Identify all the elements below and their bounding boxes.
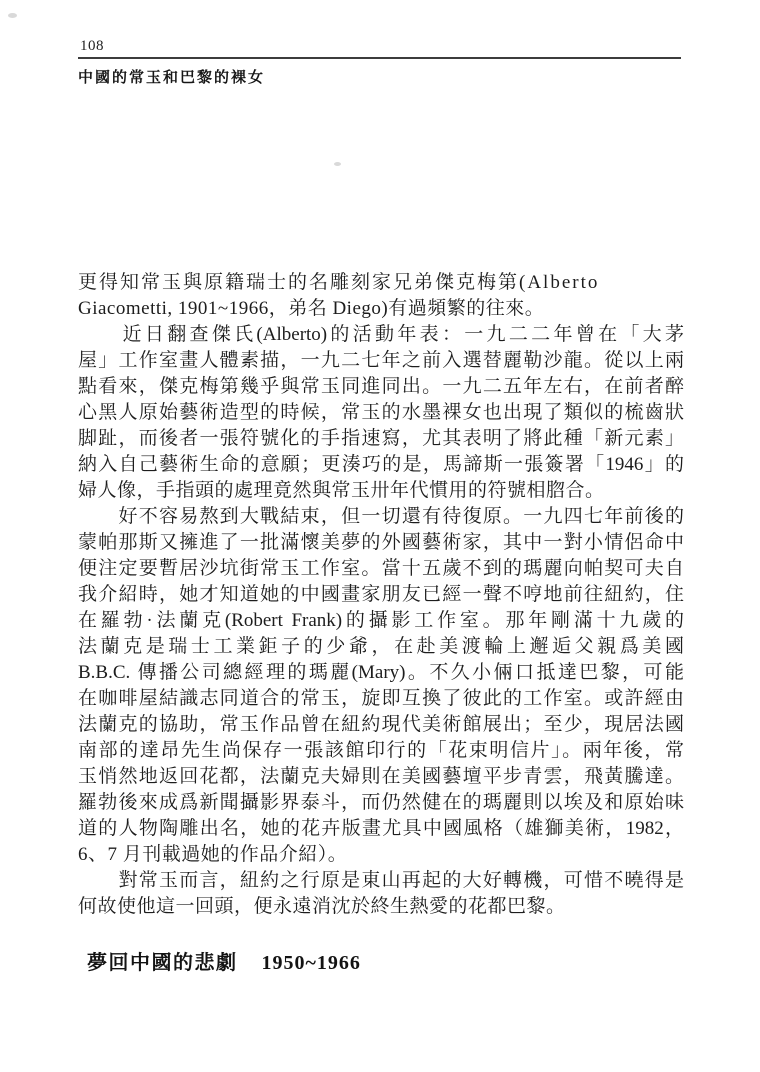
text-line: 近日翻查傑氏(Alberto)的活動年表：一九二二年曾在「大茅: [78, 324, 684, 345]
text-line: 在羅勃·法蘭克(Robert Frank)的攝影工作室。那年剛滿十九歲的: [78, 610, 684, 631]
section-heading-years: 1950~1966: [261, 952, 361, 974]
text-line: 法蘭克是瑞士工業鉅子的少爺，在赴美渡輪上邂逅父親爲美國: [78, 636, 684, 657]
section-heading-title: 夢回中國的悲劇: [87, 952, 238, 974]
text-line: 我介紹時，她才知道她的中國畫家朋友已經一聲不哼地前往紐約，住: [78, 584, 684, 605]
text-line: 6、7 月刊載過她的作品介紹）。: [78, 844, 348, 865]
text-line: 蒙帕那斯又擁進了一批滿懷美夢的外國藝術家，其中一對小情侶命中: [78, 532, 684, 553]
text-line: 何故使他這一回頭，便永遠消沈於終生熱愛的花都巴黎。: [78, 896, 566, 917]
text-line: 在咖啡屋結識志同道合的常玉，旋即互換了彼此的工作室。或許經由: [78, 688, 684, 709]
text-line: 便注定要暫居沙坑街常玉工作室。當十五歲不到的瑪麗向帕契可夫自: [78, 558, 684, 579]
text-line: 對常玉而言，紐約之行原是東山再起的大好轉機，可惜不曉得是: [78, 870, 684, 891]
page-number: 108: [80, 38, 104, 54]
text-line: 點看來，傑克梅第幾乎與常玉同進同出。一九二五年左右，在前者醉: [78, 376, 684, 397]
paragraph: [78, 270, 684, 322]
text-line: 心黑人原始藝術造型的時候，常玉的水墨裸女也出現了類似的梳齒狀: [78, 402, 684, 423]
text-line: 玉悄然地返回花都，法蘭克夫婦則在美國藝壇平步青雲，飛黃騰達。: [78, 766, 684, 787]
text-line: 婦人像，手指頭的處理竟然與常玉卅年代慣用的符號相脗合。: [78, 480, 605, 501]
text-line: 羅勃後來成爲新聞攝影界泰斗，而仍然健在的瑪麗則以埃及和原始味: [78, 792, 684, 813]
paragraph: [78, 868, 684, 920]
scan-artifact-speck: [8, 13, 17, 18]
text-line: 屋」工作室畫人體素描，一九二七年之前入選替麗勒沙龍。從以上兩: [78, 350, 684, 371]
text-line: 更得知常玉與原籍瑞士的名雕刻家兄弟傑克梅第(Alberto: [78, 272, 600, 293]
text-line: Giacometti, 1901~1966，弟名 Diego)有過頻繁的往來。: [78, 298, 545, 319]
paragraph: [78, 322, 684, 504]
text-line: 南部的達昂先生尚保存一張該館印行的「花束明信片」。兩年後，常: [78, 740, 684, 761]
text-line: B.B.C. 傳播公司總經理的瑪麗(Mary)。不久小倆口抵達巴黎，可能: [78, 662, 684, 683]
text-line: 納入自己藝術生命的意願；更湊巧的是，馬諦斯一張簽署「1946」的: [78, 454, 684, 475]
header-rule: [78, 57, 681, 59]
text-line: 脚趾，而後者一張符號化的手指速寫，尤其表明了將此種「新元素」: [78, 428, 684, 449]
running-header: 中國的常玉和巴黎的裸女: [78, 70, 266, 86]
section-heading: [87, 946, 361, 975]
body-text: [78, 270, 684, 920]
paragraph: [78, 504, 684, 868]
text-line: 道的人物陶雕出名，她的花卉版畫尤具中國風格（雄獅美術，1982，: [78, 818, 684, 839]
scan-artifact-speck: [334, 162, 341, 166]
text-line: 好不容易熬到大戰結束，但一切還有待復原。一九四七年前後的: [78, 506, 684, 527]
text-line: 法蘭克的協助，常玉作品曾在紐約現代美術館展出；至少，現居法國: [78, 714, 684, 735]
